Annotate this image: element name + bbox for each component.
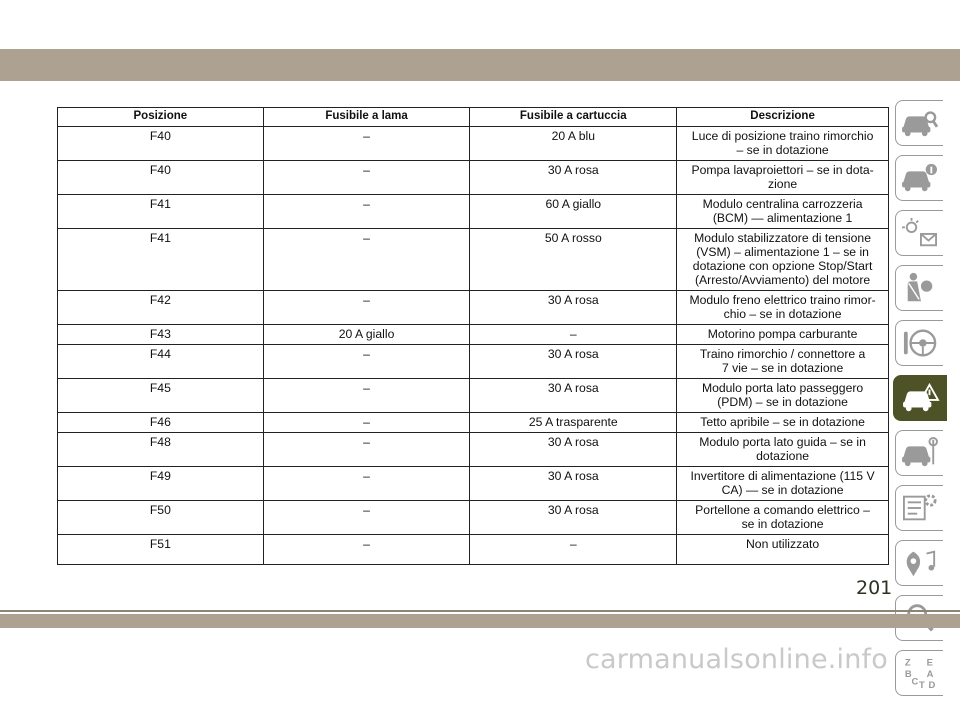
description-line: zione (768, 177, 798, 191)
footer-band (0, 614, 960, 628)
blade-fuse-cell: – (263, 413, 470, 433)
cartridge-fuse-cell: 30 A rosa (470, 345, 677, 379)
position-cell: F45 (58, 379, 264, 413)
cartridge-fuse-cell: 30 A rosa (470, 433, 677, 467)
table-row (58, 229, 889, 291)
header-band (0, 49, 960, 81)
table-row (58, 501, 889, 535)
car-search-icon (900, 106, 940, 140)
cartridge-fuse-cell: 30 A rosa (470, 161, 677, 195)
svg-text:Z: Z (904, 657, 911, 669)
description-line: Traino rimorchio / connettore a (699, 347, 866, 361)
cartridge-fuse-cell: 25 A trasparente (470, 413, 677, 433)
blade-fuse-cell: 20 A giallo (263, 325, 470, 345)
cartridge-fuse-cell: – (470, 325, 677, 345)
blade-fuse-cell: – (263, 229, 470, 291)
cartridge-fuse-cell: 50 A rosso (470, 229, 677, 291)
chapter-tab[interactable] (895, 485, 943, 531)
description-cell (677, 413, 889, 433)
table-row (58, 325, 889, 345)
description-line: Luce di posizione traino rimorchio (691, 129, 874, 143)
description-line: – se in dotazione (736, 143, 829, 157)
specs-gear-icon (900, 491, 940, 525)
blade-fuse-cell: – (263, 433, 470, 467)
position-cell: F49 (58, 467, 264, 501)
chapter-tab[interactable] (895, 430, 943, 476)
description-line: dotazione (756, 449, 809, 463)
description-line: (PDM) – se in dotazione (717, 395, 848, 409)
position-cell: F48 (58, 433, 264, 467)
description-line: Non utilizzato (745, 537, 820, 551)
cartridge-fuse-cell: 60 A giallo (470, 195, 677, 229)
table-row (58, 535, 889, 565)
blade-fuse-cell: – (263, 161, 470, 195)
description-cell (677, 161, 889, 195)
description-line: Modulo freno elettrico traino rimor- (689, 293, 876, 307)
description-line: Modulo porta lato passeggero (701, 381, 864, 395)
car-wrench-icon (900, 436, 940, 470)
watermark-text: carmanualsonline.info (585, 644, 888, 675)
cartridge-fuse-cell: 30 A rosa (470, 291, 677, 325)
description-line: Motorino pompa carburante (707, 327, 858, 341)
description-line: Tetto apribile – se in dotazione (700, 415, 865, 429)
description-cell (677, 345, 889, 379)
blade-fuse-cell: – (263, 379, 470, 413)
blade-fuse-cell: – (263, 345, 470, 379)
svg-text:B: B (904, 668, 912, 680)
chapter-tab[interactable] (893, 375, 947, 421)
header-description: Descrizione (677, 108, 889, 127)
table-row (58, 195, 889, 229)
description-line: Modulo porta lato guida – se in (699, 435, 866, 449)
position-cell: F42 (58, 291, 264, 325)
table-header-row (58, 108, 889, 127)
chapter-tab[interactable] (895, 155, 943, 201)
svg-text:T: T (918, 680, 925, 692)
cartridge-fuse-cell: 30 A rosa (470, 379, 677, 413)
seatbelt-airbag-icon (900, 271, 940, 305)
table-row (58, 291, 889, 325)
fuse-table (57, 107, 889, 565)
cartridge-fuse-cell: – (470, 535, 677, 565)
header-blade-fuse: Fusibile a lama (263, 108, 470, 127)
description-line: (Arresto/Avviamento) del motore (694, 273, 871, 287)
header-position: Posizione (58, 108, 264, 127)
position-cell: F41 (58, 229, 264, 291)
car-warning-icon (901, 381, 941, 415)
fuse-table-body (58, 127, 889, 565)
description-line: (BCM) — alimentazione 1 (712, 211, 853, 225)
table-row (58, 127, 889, 161)
blade-fuse-cell: – (263, 127, 470, 161)
position-cell: F44 (58, 345, 264, 379)
position-cell: F43 (58, 325, 264, 345)
description-cell (677, 379, 889, 413)
header-cartridge-fuse: Fusibile a cartuccia (470, 108, 677, 127)
chapter-tab[interactable] (895, 320, 943, 366)
position-cell: F46 (58, 413, 264, 433)
description-cell (677, 229, 889, 291)
description-line: Pompa lavaproiettori – se in dota- (691, 163, 874, 177)
description-line: dotazione con opzione Stop/Start (692, 259, 873, 273)
chapter-tab[interactable] (895, 210, 943, 256)
table-row (58, 433, 889, 467)
svg-text:A: A (926, 668, 933, 680)
description-cell (677, 127, 889, 161)
description-line: se in dotazione (741, 517, 824, 531)
chapter-tab[interactable] (895, 100, 943, 146)
description-cell (677, 535, 889, 565)
cartridge-fuse-cell: 20 A blu (470, 127, 677, 161)
table-row (58, 467, 889, 501)
description-line: Invertitore di alimentazione (115 V (690, 469, 875, 483)
chapter-tab[interactable] (895, 650, 943, 696)
description-cell (677, 501, 889, 535)
car-info-icon (900, 161, 940, 195)
table-row (58, 379, 889, 413)
cartridge-fuse-cell: 30 A rosa (470, 501, 677, 535)
position-cell: F50 (58, 501, 264, 535)
index-letters-icon (900, 656, 940, 690)
table-row (58, 413, 889, 433)
description-line: Modulo stabilizzatore di tensione (694, 231, 871, 245)
position-cell: F41 (58, 195, 264, 229)
footer-rule (0, 610, 960, 612)
description-cell (677, 433, 889, 467)
position-cell: F40 (58, 161, 264, 195)
description-cell (677, 325, 889, 345)
table-row (58, 345, 889, 379)
description-line: (VSM) – alimentazione 1 – se in (696, 245, 869, 259)
svg-text:D: D (928, 680, 935, 692)
blade-fuse-cell: – (263, 501, 470, 535)
description-line: CA) — se in dotazione (721, 483, 844, 497)
steering-wheel-icon (900, 326, 940, 360)
cartridge-fuse-cell: 30 A rosa (470, 467, 677, 501)
multimedia-icon (900, 546, 940, 580)
description-line: Modulo centralina carrozzeria (702, 197, 863, 211)
page-number: 201 (856, 577, 893, 599)
warning-lights-icon (900, 216, 940, 250)
blade-fuse-cell: – (263, 291, 470, 325)
position-cell: F51 (58, 535, 264, 565)
blade-fuse-cell: – (263, 535, 470, 565)
description-cell (677, 291, 889, 325)
description-line: chio – se in dotazione (723, 307, 842, 321)
table-row (58, 161, 889, 195)
chapter-tab[interactable] (895, 265, 943, 311)
chapter-tab[interactable] (895, 540, 943, 586)
blade-fuse-cell: – (263, 467, 470, 501)
blade-fuse-cell: – (263, 195, 470, 229)
description-cell (677, 195, 889, 229)
description-line: 7 vie – se in dotazione (721, 361, 844, 375)
svg-text:C: C (911, 676, 918, 688)
position-cell: F40 (58, 127, 264, 161)
description-cell (677, 467, 889, 501)
description-line: Portellone a comando elettrico – (695, 503, 870, 517)
svg-text:E: E (926, 657, 933, 669)
